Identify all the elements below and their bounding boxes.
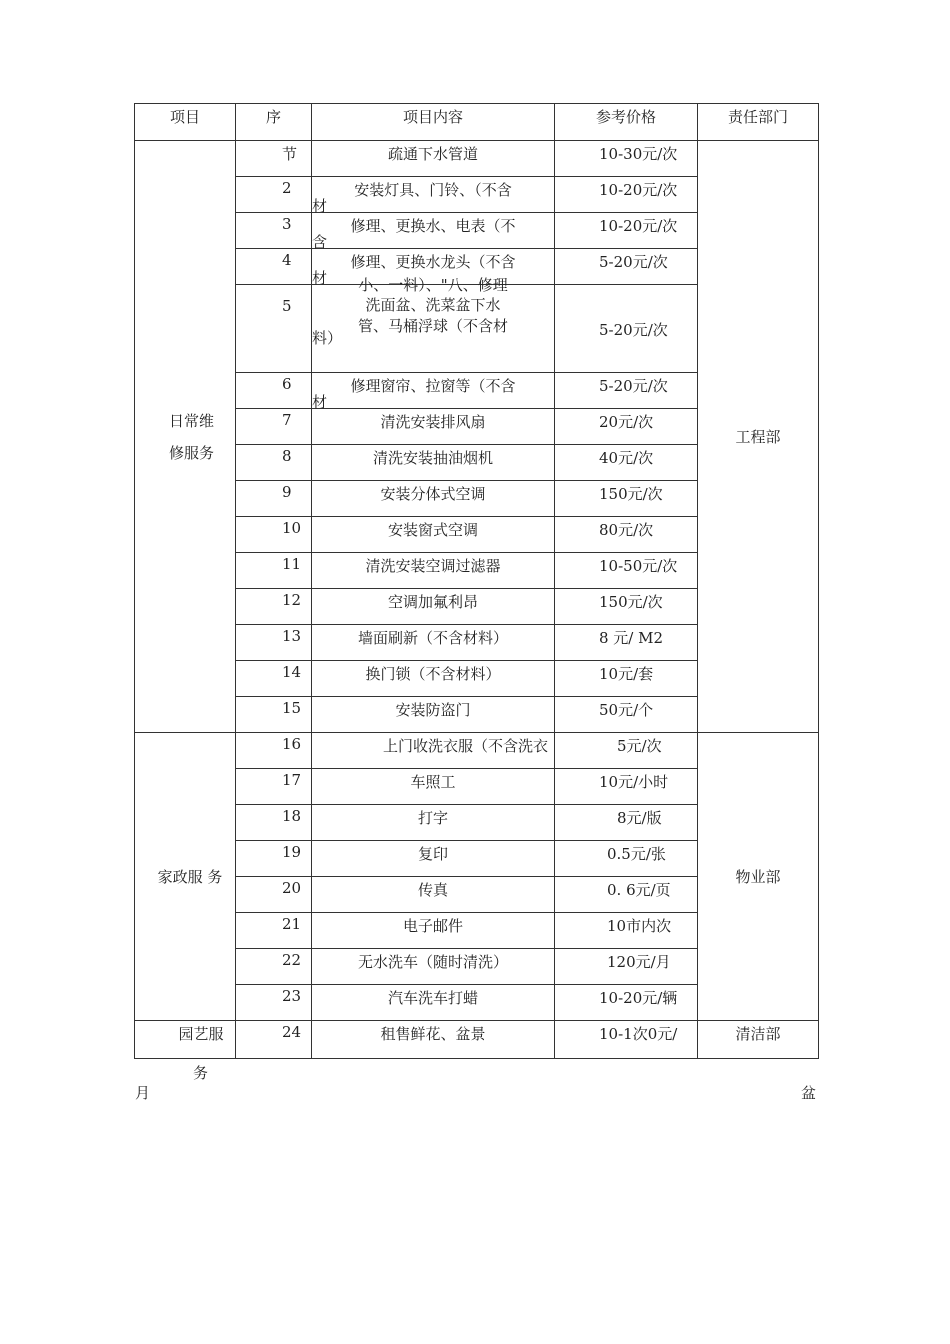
price-cell: 10-50元/次 [555, 553, 698, 589]
content-cell: 墙面刷新（不含材料） [312, 625, 555, 661]
content-cell: 小、一料）、"八、修理 洗面盆、洗菜盆下水 管、马桶浮球（不含材 料） [312, 285, 555, 373]
content-cell: 安装灯具、门铃、（不含 材 [312, 177, 555, 213]
seq-cell: 14 [236, 661, 312, 697]
content-cell: 疏通下水管道 [312, 141, 555, 177]
seq-cell: 20 [236, 877, 312, 913]
price-cell: 10-20元/辆 [555, 985, 698, 1021]
price-cell: 80元/次 [555, 517, 698, 553]
price-cell: 10-30元/次 [555, 141, 698, 177]
price-cell: 10-1次0元/ [555, 1021, 698, 1059]
seq-cell: 17 [236, 769, 312, 805]
seq-cell: 13 [236, 625, 312, 661]
dept-cell-cleaning: 清洁部 [698, 1021, 819, 1059]
seq-cell: 8 [236, 445, 312, 481]
seq-cell: 21 [236, 913, 312, 949]
wrapped-text: 材 [312, 269, 328, 287]
header-seq: 序 [236, 104, 312, 141]
footer-right-text: 盆 [801, 1084, 817, 1102]
header-row [135, 104, 819, 141]
price-cell: 120元/月 [555, 949, 698, 985]
wrapped-text: 含 [312, 233, 328, 251]
price-cell: 150元/次 [555, 589, 698, 625]
content-cell: 复印 [312, 841, 555, 877]
content-cell: 清洗安装抽油烟机 [312, 445, 555, 481]
seq-cell: 15 [236, 697, 312, 733]
content-cell: 传真 [312, 877, 555, 913]
seq-cell: 16 [236, 733, 312, 769]
price-cell: 0. 6元/页 [555, 877, 698, 913]
seq-cell: 6 [236, 373, 312, 409]
category-cell-gardening: 园艺服 务 [135, 1021, 236, 1059]
content-cell: 安装窗式空调 [312, 517, 555, 553]
price-cell: 10元/套 [555, 661, 698, 697]
content-cell: 车照工 [312, 769, 555, 805]
seq-cell: 5 [236, 285, 312, 373]
price-cell: 10市内次 [555, 913, 698, 949]
category-cell-daily-repair [135, 141, 236, 733]
seq-cell: 9 [236, 481, 312, 517]
seq-cell: 10 [236, 517, 312, 553]
table-row [135, 141, 819, 177]
header-price: 参考价格 [555, 104, 698, 141]
content-cell: 清洗安装排风扇 [312, 409, 555, 445]
content-cell: 修理、更换水龙头（不含 材 [312, 249, 555, 285]
header-content: 项目内容 [312, 104, 555, 141]
price-cell: 50元/个 [555, 697, 698, 733]
seq-cell: 22 [236, 949, 312, 985]
price-cell: 8元/版 [555, 805, 698, 841]
content-cell: 安装防盗门 [312, 697, 555, 733]
seq-cell: 4 [236, 249, 312, 285]
seq-cell: 19 [236, 841, 312, 877]
price-cell: 10-20元/次 [555, 213, 698, 249]
content-cell: 电子邮件 [312, 913, 555, 949]
price-cell: 0.5元/张 [555, 841, 698, 877]
price-cell: 150元/次 [555, 481, 698, 517]
price-cell: 5-20元/次 [555, 249, 698, 285]
seq-cell: 7 [236, 409, 312, 445]
content-cell: 修理窗帘、拉窗等（不含 材 [312, 373, 555, 409]
seq-cell: 18 [236, 805, 312, 841]
content-cell: 打字 [312, 805, 555, 841]
price-cell: 10元/小时 [555, 769, 698, 805]
content-cell: 换门锁（不含材料） [312, 661, 555, 697]
header-dept: 责任部门 [698, 104, 819, 141]
wrapped-text: 材 [312, 393, 328, 411]
content-cell: 租售鲜花、盆景 [312, 1021, 555, 1059]
footer-left-text: 月 [135, 1084, 151, 1102]
seq-cell: 节 [236, 141, 312, 177]
price-cell: 10-20元/次 [555, 177, 698, 213]
header-category: 项目 [135, 104, 236, 141]
seq-cell: 11 [236, 553, 312, 589]
price-cell: 20元/次 [555, 409, 698, 445]
table-row [135, 1021, 819, 1059]
price-cell: 5-20元/次 [555, 285, 698, 373]
dept-cell-engineering: 工程部 [698, 141, 819, 733]
wrapped-text: 材 [312, 197, 328, 215]
seq-cell: 12 [236, 589, 312, 625]
seq-cell: 2 [236, 177, 312, 213]
dept-cell-property: 物业部 [698, 733, 819, 1021]
content-cell: 无水洗车（随时清洗） [312, 949, 555, 985]
category-cell-housekeeping: 家政服 务 [135, 733, 236, 1021]
content-cell: 汽车洗车打蜡 [312, 985, 555, 1021]
price-cell: 8 元/ M2 [555, 625, 698, 661]
content-cell: 修理、更换水、电表（不 含 [312, 213, 555, 249]
price-cell: 40元/次 [555, 445, 698, 481]
content-cell: 空调加氟利昂 [312, 589, 555, 625]
wrapped-text: 料） [312, 329, 343, 347]
seq-cell: 24 [236, 1021, 312, 1059]
content-cell: 安装分体式空调 [312, 481, 555, 517]
price-cell: 5-20元/次 [555, 373, 698, 409]
table-row [135, 733, 819, 769]
seq-cell: 23 [236, 985, 312, 1021]
category-label: 日常维 修服务 [169, 411, 215, 462]
content-cell: 上门收洗衣服（不含洗衣 [312, 733, 555, 769]
content-cell: 清洗安装空调过滤器 [312, 553, 555, 589]
price-cell: 5元/次 [555, 733, 698, 769]
seq-cell: 3 [236, 213, 312, 249]
price-table [134, 103, 819, 1082]
